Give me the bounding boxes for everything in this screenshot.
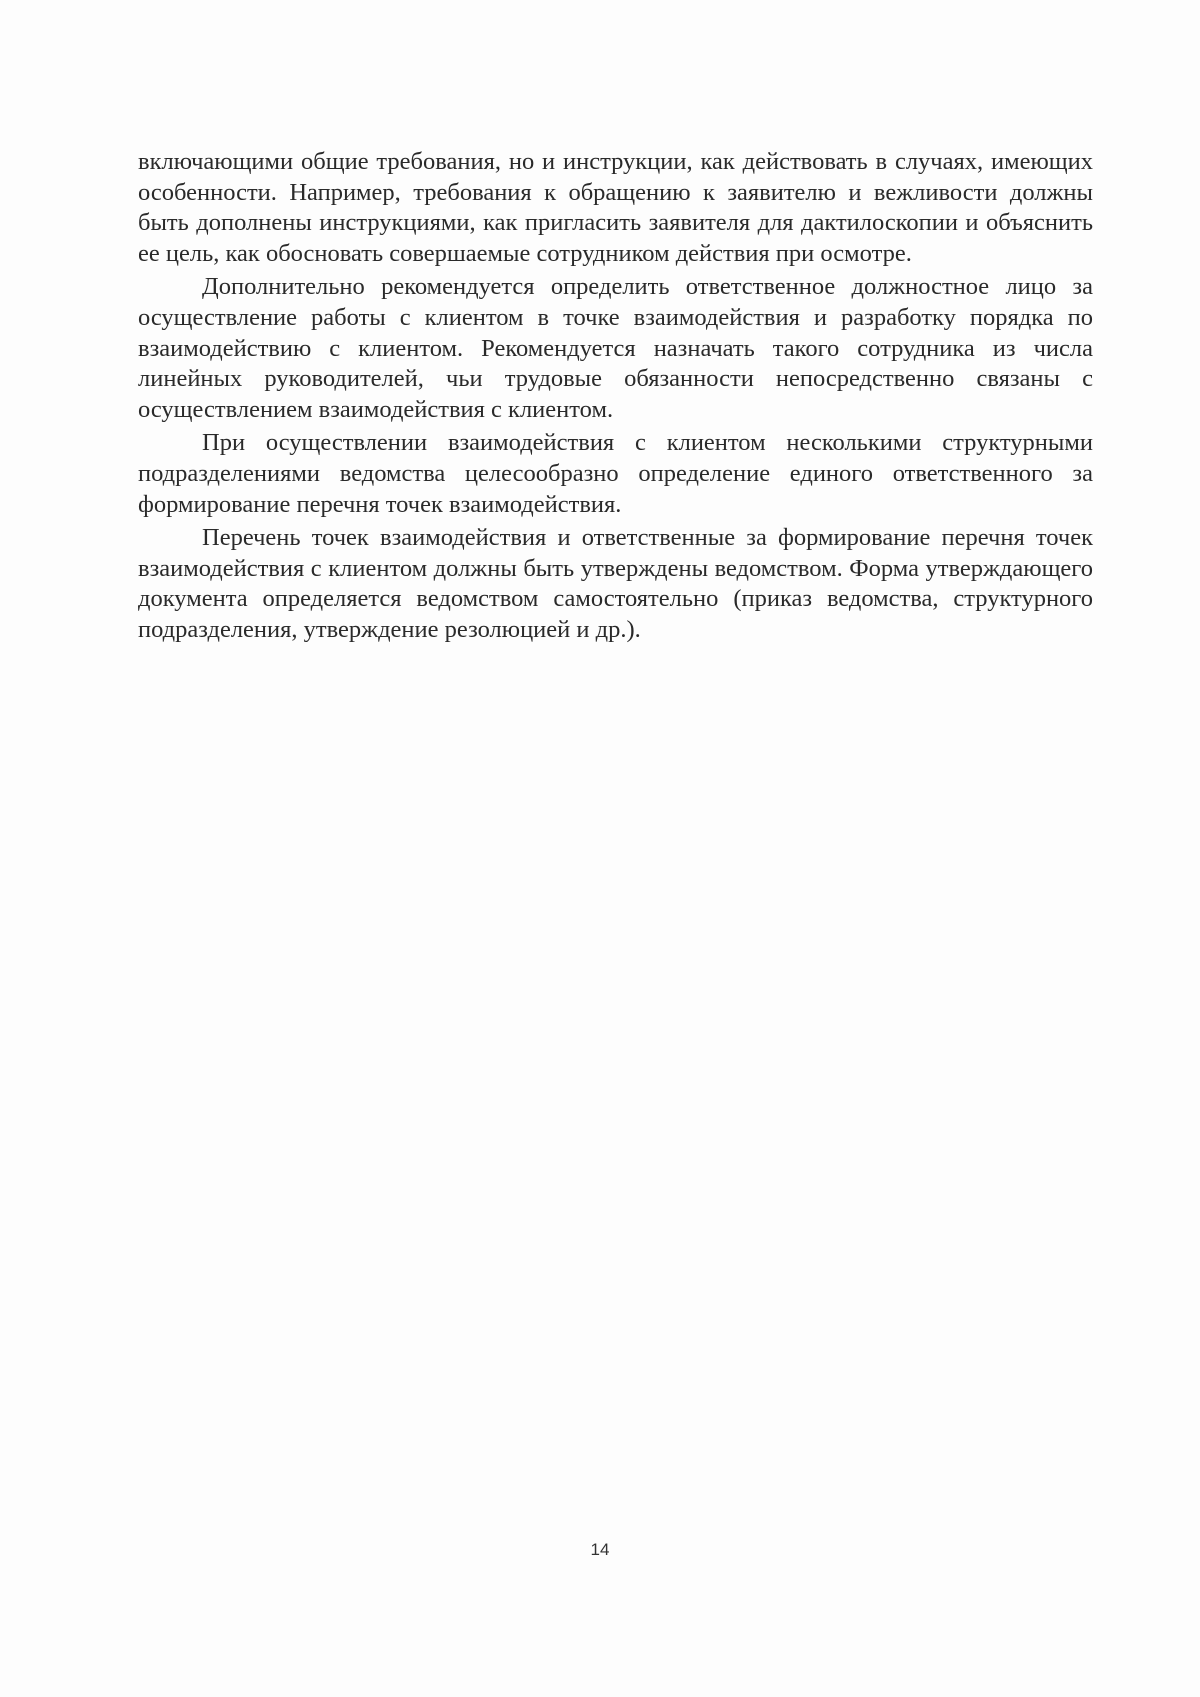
- paragraph-responsible-person: Дополнительно рекомендуется определить ответственное должностное лицо за осуществление работы с клиентом в точке взаимодействия и разработку порядка по взаимодействию с клиентом. Рекомендуется назначать такого сотрудника из числа линейных руководителей, чьи трудовые обязанности непосредственно связаны с осуществлением взаимодействия с клиентом.: [138, 273, 1093, 423]
- paragraph-multiple-departments: При осуществлении взаимодействия с клиентом несколькими структурными подразделениями ведомства целесообразно определение единого ответственного за формирование перечня точек взаимодействия.: [138, 429, 1093, 518]
- paragraph-approval: Перечень точек взаимодействия и ответственные за формирование перечня точек взаимодействия с клиентом должны быть утверждены ведомством. Форма утверждающего документа определяется ведомством самостоятельно (приказ ведомства, структурного подразделения, утверждение резолюцией и др.).: [138, 524, 1093, 643]
- body-text: [138, 147, 1093, 646]
- page-number: 14: [590, 1540, 610, 1559]
- paragraph-continuation: включающими общие требования, но и инструкции, как действовать в случаях, имеющих особенности. Например, требования к обращению к заявителю и вежливости должны быть дополнены инструкциями, как пригласить заявителя для дактилоскопии и объяснить ее цель, как обосновать совершаемые сотрудником действия при осмотре.: [138, 148, 1093, 267]
